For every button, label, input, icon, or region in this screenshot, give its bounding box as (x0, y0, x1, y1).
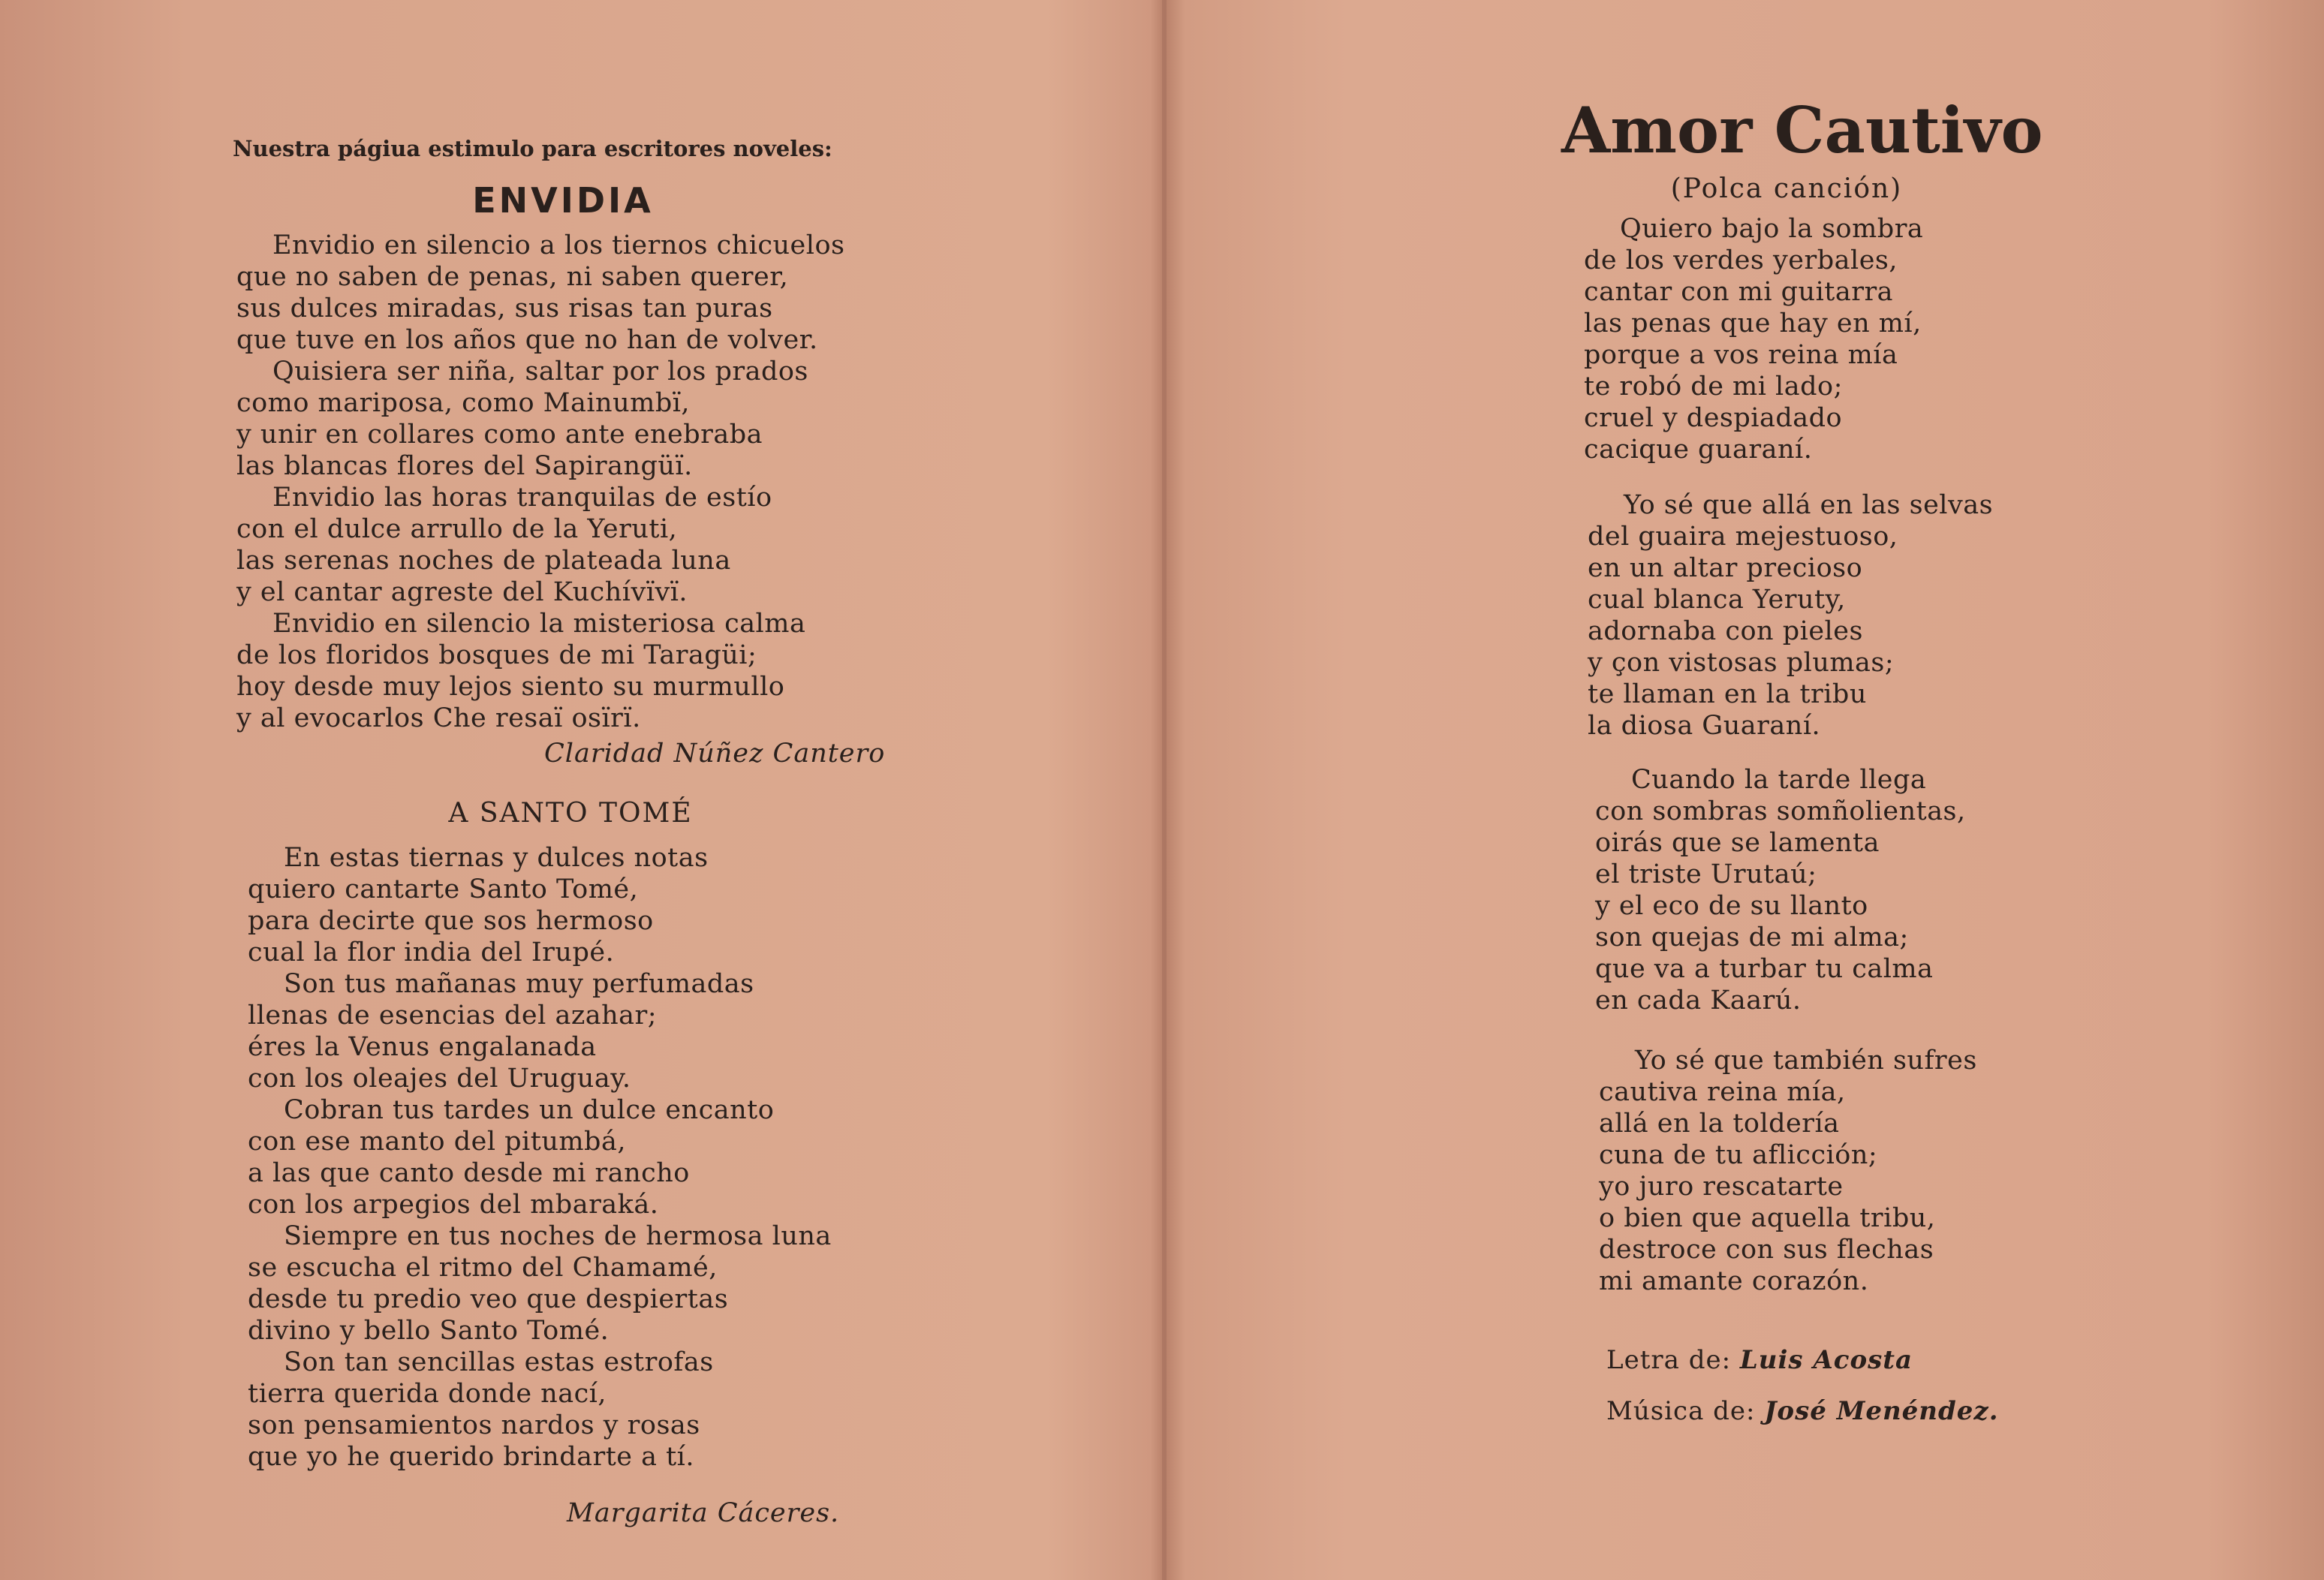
verse-line: mi amante corazón. (1599, 1266, 1869, 1296)
stanza (1595, 764, 1966, 1016)
verse-line: las blancas flores del Sapirangüï. (236, 451, 693, 481)
verse-line: y el cantar agreste del Kuchívïvï. (236, 577, 688, 607)
verse-line: con ese manto del pitumbá, (248, 1127, 626, 1157)
verse-line: Siempre en tus noches de hermosa luna (284, 1221, 832, 1251)
verse-line: Son tan sencillas estas estrofas (284, 1347, 714, 1377)
verse-line: llenas de esencias del azahar; (248, 1001, 658, 1031)
verse-line: se escucha el ritmo del Chamamé, (248, 1253, 718, 1283)
verse-line: en cada Kaarú. (1595, 986, 1802, 1016)
verse-line: adornaba con pieles (1588, 616, 1863, 646)
credit-name: Luis Acosta (1739, 1345, 1913, 1375)
verse-line: con los arpegios del mbaraká. (248, 1190, 659, 1220)
verse-line: oirás que se lamenta (1595, 828, 1880, 858)
verse-line: Envidio en silencio la misteriosa calma (272, 609, 806, 639)
verse-line: cacique guaraní. (1584, 435, 1813, 465)
verse-line: la diosa Guaraní. (1588, 711, 1821, 741)
verse-line: cual la flor india del Irupé. (248, 937, 615, 968)
verse-line: y unir en collares como ante enebraba (236, 420, 763, 450)
stanza (1588, 489, 1993, 742)
lyrics-credit (1606, 1345, 1913, 1375)
verse-line: con los oleajes del Uruguay. (248, 1064, 631, 1094)
verse-line: como mariposa, como Mainumbï, (236, 388, 691, 418)
verse-line: allá en la toldería (1599, 1109, 1840, 1139)
poem-envidia (236, 230, 845, 734)
credit-name: José Menéndez. (1764, 1396, 1999, 1426)
verse-line: en un altar precioso (1588, 553, 1863, 583)
verse-line: de los verdes yerbales, (1584, 245, 1898, 275)
verse-line: porque a vos reina mía (1584, 340, 1898, 370)
verse-line: para decirte que sos hermoso (248, 906, 654, 936)
verse-line: el triste Urutaú; (1595, 859, 1817, 889)
verse-line: destroce con sus flechas (1599, 1235, 1934, 1265)
verse-line: y el eco de su llanto (1595, 891, 1868, 921)
verse-line: éres la Venus engalanada (248, 1032, 597, 1062)
verse-line: que yo he querido brindarte a tí. (248, 1442, 694, 1472)
verse-line: yo juro rescatarte (1599, 1172, 1844, 1202)
song-title: Amor Cautivo (1561, 93, 2043, 167)
stanza (1584, 213, 1923, 465)
poem-author: Claridad Núñez Cantero (544, 739, 886, 769)
verse-line: que no saben de penas, ni saben querer, (236, 262, 789, 292)
verse-line: Cuando la tarde llega (1631, 765, 1927, 795)
verse-line: Quiero bajo la sombra (1620, 214, 1924, 244)
music-credit (1606, 1396, 1999, 1426)
verse-line: o bien que aquella tribu, (1599, 1203, 1936, 1233)
section-header: Nuestra págiua estimulo para escritores noveles: (233, 136, 832, 161)
verse-line: son pensamientos nardos y rosas (248, 1410, 700, 1440)
verse-line: desde tu predio veo que despiertas (248, 1284, 729, 1314)
credit-label: Letra de: (1606, 1345, 1732, 1375)
verse-line: Son tus mañanas muy perfumadas (284, 969, 754, 999)
verse-line: Cobran tus tardes un dulce encanto (284, 1095, 775, 1125)
verse-line: tierra querida donde nací, (248, 1379, 607, 1409)
verse-line: Quisiera ser niña, saltar por los prados (272, 357, 808, 387)
verse-line: son quejas de mi alma; (1595, 922, 1909, 953)
verse-line: cantar con mi guitarra (1584, 277, 1894, 307)
verse-line: y al evocarlos Che resaï osïrï. (236, 703, 641, 733)
verse-line: cautiva reina mía, (1599, 1077, 1846, 1107)
verse-line: quiero cantarte Santo Tomé, (248, 874, 639, 904)
verse-line: del guaira mejestuoso, (1588, 522, 1898, 552)
verse-line: a las que canto desde mi rancho (248, 1158, 690, 1188)
verse-line: con sombras somñolientas, (1595, 796, 1966, 826)
verse-line: te robó de mi lado; (1584, 372, 1843, 402)
verse-line: Yo sé que también sufres (1635, 1046, 1977, 1076)
credit-label: Música de: (1606, 1396, 1756, 1426)
verse-line: cual blanca Yeruty, (1588, 585, 1846, 615)
poem-author: Margarita Cáceres. (567, 1498, 840, 1528)
verse-line: y çon vistosas plumas; (1588, 648, 1895, 678)
poem-title-envidia: ENVIDIA (472, 180, 654, 221)
verse-line: de los floridos bosques de mi Taragüi; (236, 640, 757, 670)
poem-title-santo-tome: A SANTO TOMÉ (448, 798, 693, 829)
book-spine (1162, 0, 1167, 1580)
song-subtitle: (Polca canción) (1670, 173, 1903, 204)
verse-line: te llaman en la tribu (1588, 679, 1867, 709)
verse-line: cuna de tu aflicción; (1599, 1140, 1878, 1170)
verse-line: En estas tiernas y dulces notas (284, 843, 709, 873)
verse-line: sus dulces miradas, sus risas tan puras (236, 293, 773, 324)
verse-line: las penas que hay en mí, (1584, 308, 1922, 339)
verse-line: hoy desde muy lejos siento su murmullo (236, 672, 785, 702)
verse-line: que va a turbar tu calma (1595, 954, 1934, 984)
verse-line: Yo sé que allá en las selvas (1624, 490, 1994, 520)
verse-line: cruel y despiadado (1584, 403, 1843, 433)
verse-line: Envidio las horas tranquilas de estío (272, 483, 772, 513)
verse-line: con el dulce arrullo de la Yeruti, (236, 514, 678, 544)
verse-line: que tuve en los años que no han de volver. (236, 325, 818, 355)
verse-line: divino y bello Santo Tomé. (248, 1316, 610, 1346)
stanza (1599, 1045, 1977, 1297)
verse-line: las serenas noches de plateada luna (236, 546, 731, 576)
poem-santo-tome (248, 842, 832, 1473)
verse-line: Envidio en silencio a los tiernos chicuelos (272, 230, 845, 260)
